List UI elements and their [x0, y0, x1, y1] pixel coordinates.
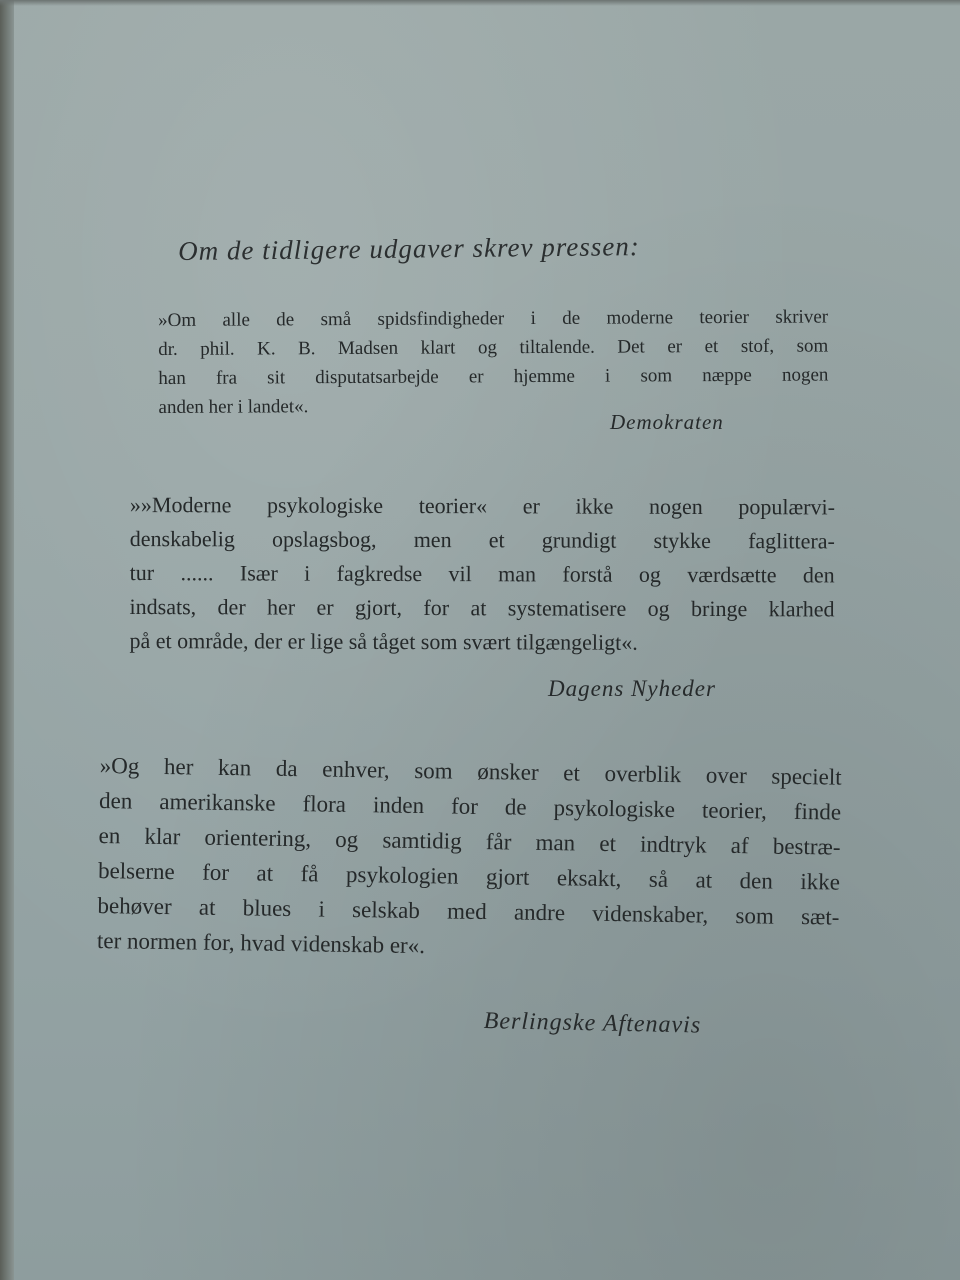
quote-line: behøver at blues i selskab med andre videnskaber, som sæt- [97, 892, 840, 930]
review-source-dagens-nyheder: Dagens Nyheder [548, 676, 716, 701]
cover-left-edge [0, 0, 14, 1280]
quote-line: ter normen for, hvad videnskab er«. [96, 927, 426, 959]
quote-line: indsats, der her er gjort, for at systematisere og bringe klarhed [129, 593, 835, 622]
press-heading: Om de tidligere udgaver skrev pressen: [178, 231, 640, 266]
review-source-berlingske: Berlingske Aftenavis [483, 1008, 702, 1039]
quote-line: »Og her kan da enhver, som ønsker et overblik over specielt [99, 752, 842, 790]
review-quote-demokraten [158, 302, 829, 422]
quote-line: en klar orientering, og samtidig får man et indtryk af bestræ- [98, 822, 841, 860]
quote-line: »Om alle de små spidsfindigheder i de moderne teorier skriver [158, 306, 829, 331]
review-quote-berlingske [97, 748, 842, 970]
quote-line: anden her i landet«. [158, 396, 309, 418]
review-source-demokraten: Demokraten [610, 410, 724, 434]
quote-line: den amerikanske flora inden for de psykologiske teorier, finde [98, 787, 842, 825]
cover-top-edge [0, 0, 960, 6]
quote-line: »»Moderne psykologiske teorier« er ikke nogen populærvi- [129, 491, 835, 520]
quote-line: denskabelig opslagsbog, men et grundigt stykke faglittera- [129, 525, 835, 554]
review-quote-dagens-nyheder [129, 488, 835, 660]
quote-line: belserne for at få psykologien gjort eksakt, så at den ikke [97, 857, 841, 895]
quote-line: tur ...... Især i fagkredse vil man forstå og værdsætte den [129, 559, 835, 588]
quote-line: dr. phil. K. B. Madsen klart og tiltalende. Det er et stof, som [158, 335, 829, 360]
quote-line: på et område, der er lige så tåget som svært tilgængeligt«. [129, 627, 638, 655]
quote-line: han fra sit disputatsarbejde er hjemme i som næppe nogen [158, 364, 829, 389]
